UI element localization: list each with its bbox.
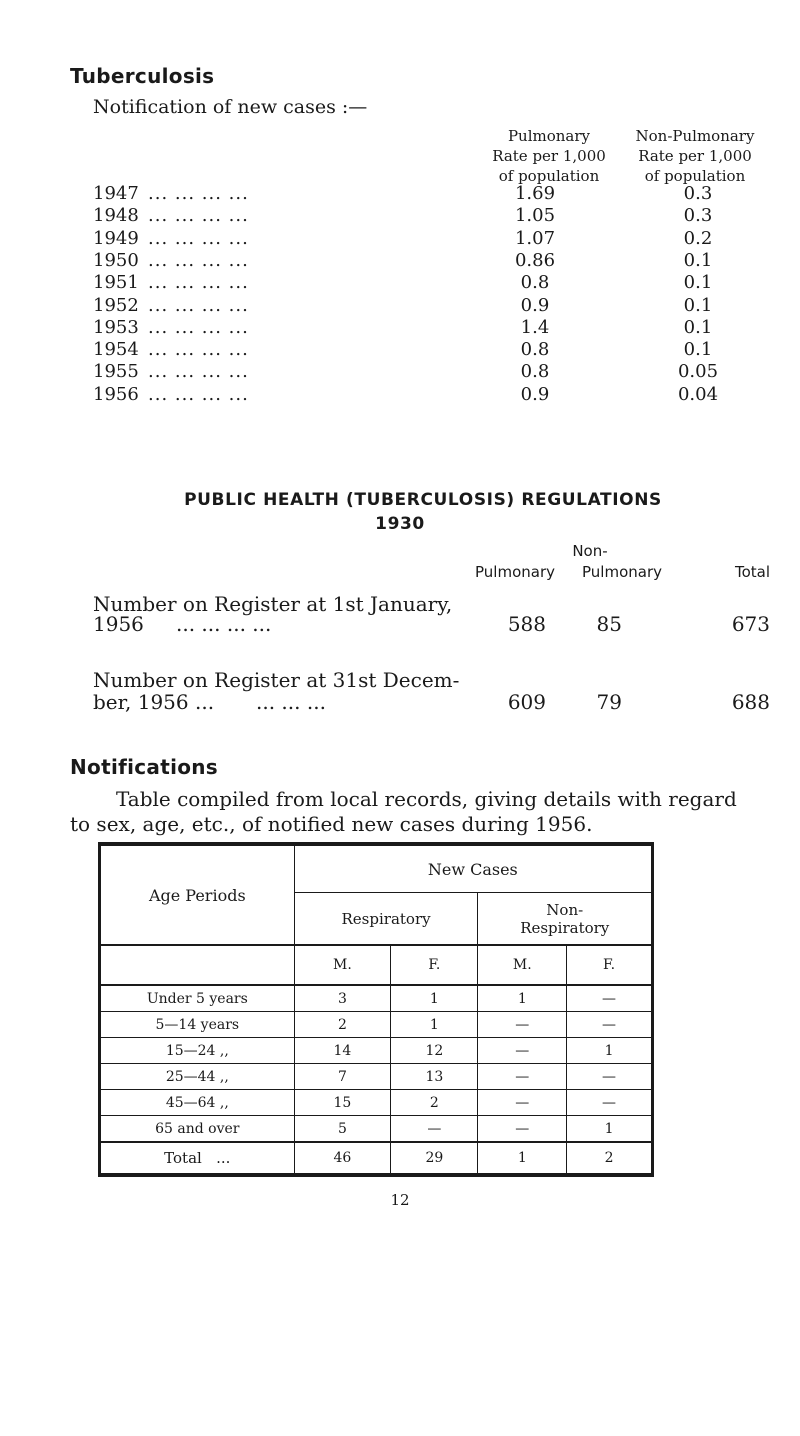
resp-female-cell: 1 [391, 985, 478, 1012]
table-row [100, 985, 653, 1012]
reg-row2-label: Number on Register at 31st Decem- [93, 668, 460, 692]
resp-female-header: F. [391, 945, 478, 985]
resp-female-cell: — [391, 1116, 478, 1143]
rate-row-year: 1953 [93, 317, 139, 338]
age-period-cell: 25—44 ,, [100, 1064, 295, 1090]
nonresp-female-cell: — [567, 1090, 653, 1116]
rate-row-year: 1949 [93, 228, 139, 249]
rate-row-year: 1956 [93, 384, 139, 405]
reg-col-pulmonary: Pulmonary [475, 563, 555, 581]
resp-male-cell: 7 [294, 1064, 391, 1090]
nonresp-female-cell: 1 [567, 1116, 653, 1143]
rate-row-pulmonary: 0.9 [520, 295, 550, 316]
reg-row2-nonpulmonary: 79 [596, 690, 622, 714]
resp-male-cell: 15 [294, 1090, 391, 1116]
rate-row-pulmonary: 1.69 [514, 183, 556, 204]
notification-intro: Notification of new cases :— [93, 96, 368, 118]
notifications-paragraph-line2: to sex, age, etc., of notified new cases during 1956. [70, 812, 593, 836]
new-cases-header: New Cases [294, 844, 652, 893]
nonresp-female-cell: 1 [567, 1038, 653, 1064]
rate-row-pulmonary: 1.4 [520, 317, 550, 338]
reg-row1-total: 673 [731, 612, 770, 636]
rate-row-leader: ... ... ... ... [148, 205, 249, 226]
resp-male-cell: 14 [294, 1038, 391, 1064]
reg-row1-pulmonary: 588 [507, 612, 546, 636]
nonresp-female-cell: — [567, 985, 653, 1012]
total-nonresp-male: 1 [478, 1142, 567, 1175]
resp-male-cell: 3 [294, 985, 391, 1012]
rate-row-pulmonary: 0.8 [520, 361, 550, 382]
reg-row1-leader: ... ... ... ... [176, 612, 272, 636]
reg-row2-leader: ... ... ... [256, 690, 326, 714]
blank-age-cell [100, 945, 295, 985]
reg-col-nonpulmonary-1: Non- [572, 542, 608, 560]
resp-male-header: M. [294, 945, 391, 985]
rate-row-pulmonary: 1.05 [514, 205, 556, 226]
table-row [100, 1090, 653, 1116]
rate-row-year: 1951 [93, 272, 139, 293]
age-period-cell: 65 and over [100, 1116, 295, 1143]
rate-row-nonpulmonary: 0.1 [683, 250, 713, 271]
section-title: Tuberculosis [70, 64, 215, 88]
total-row-label: Total ... [100, 1142, 295, 1175]
reg-row2-date: ber, 1956 ... [93, 690, 215, 714]
rate-row-year: 1952 [93, 295, 139, 316]
nonresp-male-cell: — [478, 1064, 567, 1090]
nonresp-male-header: M. [478, 945, 567, 985]
rate-row-pulmonary: 0.8 [520, 272, 550, 293]
notifications-title: Notifications [70, 755, 219, 779]
nonpulmonary-rate-header: Non-Pulmonary Rate per 1,000 of population [635, 127, 755, 185]
reg-row2-total: 688 [731, 690, 770, 714]
rate-row-pulmonary: 0.9 [520, 384, 550, 405]
notifications-table [98, 842, 654, 1177]
table-row [100, 1012, 653, 1038]
respiratory-header: Respiratory [294, 893, 478, 945]
total-resp-female: 29 [391, 1142, 478, 1175]
reg-row1-nonpulmonary: 85 [596, 612, 622, 636]
age-period-cell: Under 5 years [100, 985, 295, 1012]
nonresp-male-cell: — [478, 1090, 567, 1116]
pulmonary-rate-header: Pulmonary Rate per 1,000 of population [492, 127, 606, 185]
nonresp-male-cell: 1 [478, 985, 567, 1012]
nonresp-female-cell: — [567, 1012, 653, 1038]
rate-row-year: 1947 [93, 183, 139, 204]
rate-row-leader: ... ... ... ... [148, 272, 249, 293]
regulations-title: PUBLIC HEALTH (TUBERCULOSIS) REGULATIONS [184, 490, 662, 510]
rate-row-pulmonary: 0.8 [520, 339, 550, 360]
resp-male-cell: 2 [294, 1012, 391, 1038]
age-period-cell: 45—64 ,, [100, 1090, 295, 1116]
rate-row-nonpulmonary: 0.3 [683, 183, 713, 204]
rate-row-pulmonary: 0.86 [514, 250, 556, 271]
nonresp-female-header: F. [567, 945, 653, 985]
rate-row-nonpulmonary: 0.2 [683, 228, 713, 249]
age-period-cell: 15—24 ,, [100, 1038, 295, 1064]
nonresp-female-cell: — [567, 1064, 653, 1090]
page-number: 12 [390, 1191, 410, 1209]
age-period-cell: 5—14 years [100, 1012, 295, 1038]
rate-row-leader: ... ... ... ... [148, 317, 249, 338]
resp-male-cell: 5 [294, 1116, 391, 1143]
resp-female-cell: 1 [391, 1012, 478, 1038]
rate-row-nonpulmonary: 0.05 [677, 361, 719, 382]
rate-row-leader: ... ... ... ... [148, 384, 249, 405]
resp-female-cell: 2 [391, 1090, 478, 1116]
total-resp-male: 46 [294, 1142, 391, 1175]
rate-row-leader: ... ... ... ... [148, 228, 249, 249]
rate-row-leader: ... ... ... ... [148, 183, 249, 204]
rate-row-leader: ... ... ... ... [148, 250, 249, 271]
resp-female-cell: 13 [391, 1064, 478, 1090]
nonrespiratory-header: Non- Respiratory [478, 893, 653, 945]
age-periods-header: Age Periods [100, 844, 295, 945]
rate-row-nonpulmonary: 0.3 [683, 205, 713, 226]
rate-row-year: 1950 [93, 250, 139, 271]
rate-row-year: 1955 [93, 361, 139, 382]
nonresp-male-cell: — [478, 1012, 567, 1038]
notifications-paragraph-line1: Table compiled from local records, giving details with regard [116, 787, 737, 811]
reg-col-total: Total [734, 563, 770, 581]
resp-female-cell: 12 [391, 1038, 478, 1064]
table-row [100, 1064, 653, 1090]
rate-row-nonpulmonary: 0.1 [683, 272, 713, 293]
reg-row1-year: 1956 [93, 612, 144, 636]
total-nonresp-female: 2 [567, 1142, 653, 1175]
reg-col-nonpulmonary-2: Pulmonary [582, 563, 662, 581]
rate-row-pulmonary: 1.07 [514, 228, 556, 249]
rate-row-nonpulmonary: 0.1 [683, 339, 713, 360]
rate-row-leader: ... ... ... ... [148, 339, 249, 360]
regulations-year: 1930 [375, 514, 425, 534]
rate-row-nonpulmonary: 0.1 [683, 317, 713, 338]
table-row [100, 1116, 653, 1143]
nonresp-male-cell: — [478, 1038, 567, 1064]
rate-row-year: 1948 [93, 205, 139, 226]
rate-row-year: 1954 [93, 339, 139, 360]
rate-row-leader: ... ... ... ... [148, 295, 249, 316]
table-row [100, 1038, 653, 1064]
rate-row-nonpulmonary: 0.1 [683, 295, 713, 316]
nonresp-male-cell: — [478, 1116, 567, 1143]
reg-row2-pulmonary: 609 [507, 690, 546, 714]
reg-row1-label: Number on Register at 1st January, [93, 592, 453, 616]
rate-row-leader: ... ... ... ... [148, 361, 249, 382]
rate-row-nonpulmonary: 0.04 [677, 384, 719, 405]
